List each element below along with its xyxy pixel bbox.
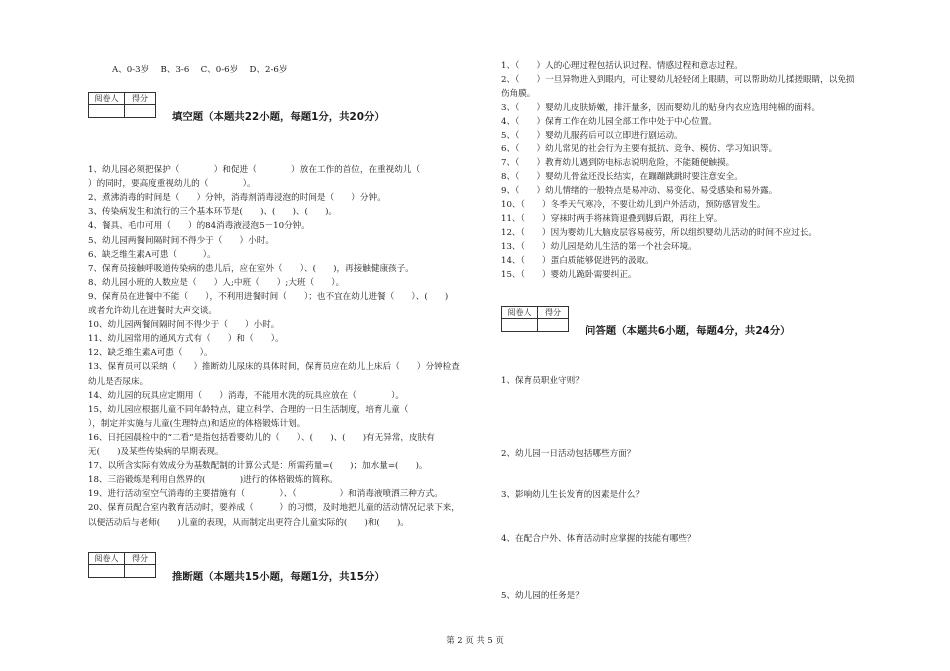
question-line: ）的同时，要高度重视幼儿的（ ）。	[88, 179, 256, 190]
question-line: 1、保育员职业守则？	[501, 376, 584, 386]
question-line: 18、三浴锻炼是利用自然界的( )进行的体格锻炼的简称。	[88, 475, 338, 486]
reviewer-label: 阅卷人	[89, 553, 125, 565]
question-line: 2、煮沸消毒的时间是（ ）分钟，消毒剂消毒浸泡的时间是（ ）分钟。	[88, 193, 386, 204]
question-line: 20、保育员配合室内教育活动时，要养成（ ）的习惯，及时地把儿童的活动情况记录下来，	[88, 503, 460, 514]
score-label: 得分	[125, 93, 155, 105]
reviewer-label: 阅卷人	[89, 93, 125, 105]
question-line: 15、幼儿园应根据儿童不同年龄特点，建立科学、合理的一日生活制度，培育儿童（	[88, 404, 409, 415]
question-line: 15、（ ）婴幼儿跪卧需要纠正。	[501, 269, 637, 280]
question-line: 5、幼儿园两餐间隔时间不得少于（ ）小时。	[88, 235, 274, 246]
reviewer-cell	[89, 105, 125, 117]
reviewer-cell	[502, 319, 538, 331]
score-cell	[125, 105, 155, 117]
question-line: 13、（ ）幼儿园是幼儿生活的第一个社会环境。	[501, 241, 697, 252]
question-line: 9、保育员在进餐中不能（ ），不利用进餐时间（ ）；也不宜在幼儿进餐（ ）、( )	[88, 291, 449, 302]
question-line: 8、（ ）婴幼儿骨盆还没长结实，在蹦蹦跳跳时要注意安全。	[501, 172, 743, 183]
question-line: 19、进行活动室空气消毒的主要措施有（ ）、（ ）和消毒液喷洒三种方式。	[88, 489, 443, 500]
reviewer-cell	[89, 565, 125, 577]
score-cell	[538, 319, 568, 331]
question-line: 6、（ ）幼儿常见的社会行为主要有抵抗、竞争、模仿、学习知识等。	[501, 144, 778, 155]
reviewer-label: 阅卷人	[502, 307, 538, 319]
question-line: 1、幼儿园必须把保护（ ）和促进（ ）放在工作的首位，在重视幼儿（	[88, 165, 421, 175]
question-line: 5、（ ）婴幼儿服药后可以立即进行剧运动。	[501, 130, 683, 141]
question-line: 4、（ ）保育工作在幼儿园全部工作中处于中心位置。	[501, 116, 718, 127]
question-line: 9、（ ）幼儿情绪的一般特点是易冲动、易变化、易受感染和易外露。	[501, 186, 778, 197]
judge-section-title: 推断题（本题共15小题，每题1分，共15分）	[172, 571, 385, 583]
question-line: 13、保育员可以采纳（ ）推断幼儿尿床的具体时间，保育员应在幼儿上床后（ ）分钟检查	[88, 362, 460, 373]
score-cell	[125, 565, 155, 577]
score-label: 得分	[125, 553, 155, 565]
question-line: 伤角膜。	[501, 88, 536, 99]
question-line: 14、幼儿园的玩具应定期用（ ）消毒，不能用水洗的玩具应放在（ ）。	[88, 390, 405, 401]
question-line: 或者允许幼儿在进餐时大声交谈。	[88, 306, 217, 316]
question-line: 12、缺乏维生素A可患（ ）。	[88, 348, 213, 359]
question-line: 幼儿是否尿床。	[88, 376, 149, 387]
qa-section-title: 问答题（本题共6小题，每题4分，共24分）	[585, 325, 791, 337]
question-line: 11、（ ）穿袜时两手将袜筒退叠到脚后跟，再往上穿。	[501, 213, 723, 224]
question-line: 8、幼儿园小班的人数应是（ ）人;中班（ ）;大班（ ）。	[88, 277, 345, 288]
question-line: 10、（ ）冬季天气寒冷，不要让幼儿到户外活动，预防感冒发生。	[501, 200, 766, 210]
question-line: 14、（ ）蛋白质能够促进钙的汲取。	[501, 255, 654, 266]
fill-section-title: 填空题（本题共22小题，每题1分，共20分）	[172, 111, 385, 123]
question-line: 10、幼儿园两餐间隔时间不得少于（ ）小时。	[88, 320, 280, 331]
options-line: A、0-3岁 B、3-6 C、0-6岁 D、2-6岁	[112, 65, 288, 75]
question-line: 无( )及某些传染病的早期表现。	[88, 447, 224, 457]
question-line: 11、幼儿园常用的通风方式有（ ）和（ ）。	[88, 334, 284, 345]
question-line: 6、缺乏维生素A可患（ ）。	[88, 249, 216, 260]
question-line: 4、餐具、毛巾可用（ ）的84消毒液浸泡5－10分钟。	[88, 221, 310, 232]
score-box-fill	[88, 92, 156, 118]
question-line: 2、幼儿园一日活动包括哪些方面？	[501, 449, 636, 459]
question-line: 12、（ ）因为婴幼儿大脑皮层容易疲劳，所以组织婴幼儿活动的时间不应过长。	[501, 227, 818, 238]
question-line: 3、（ ）婴幼儿皮肤娇嫩，排汗量多，因而婴幼儿的贴身内衣应选用纯棉的面料。	[501, 102, 821, 113]
page-footer: 第 2 页 共 5 页	[446, 635, 504, 645]
score-box-qa	[501, 306, 569, 332]
score-box-judge	[88, 552, 156, 578]
question-line: 7、（ ）教育幼儿遇到防电标志说明危险，不能随便触摸。	[501, 158, 735, 169]
question-line: 3、影响幼儿生长发育的因素是什么？	[501, 490, 644, 500]
score-label: 得分	[538, 307, 568, 319]
question-line: 4、在配合户外、体育活动时应掌握的技能有哪些？	[501, 534, 696, 544]
question-line: 17、以所含实际有效成分为基数配制的计算公式是：所需药量=( )；加水量=( )。	[88, 461, 428, 472]
question-line: 16、日托园晨检中的“二看”是指包括看婴幼儿的（ ）、( )、( )有无异常，皮肤有	[88, 432, 435, 443]
question-line: 5、幼儿园的任务是？	[501, 591, 584, 601]
question-line: 2、（ ）一旦异物进入到眼内，可让婴幼儿轻轻闭上眼睛，可以帮助幼儿揉搓眼睛，以免损	[501, 74, 855, 85]
question-line: 3、传染病发生和流行的三个基本环节是( )、( )、( )。	[88, 207, 338, 218]
question-line: 以便活动后与老师( )儿童的表现，从而制定出更符合儿童实际的( )和( )。	[88, 517, 409, 528]
question-line: ），制定并实施与儿童(生理特点)和适应的体格锻炼计划。	[88, 418, 306, 429]
question-line: 7、保育员接触呼吸道传染病的患儿后，应在室外（ ）、( )，再接触健康孩子。	[88, 263, 414, 274]
question-line: 1、（ ）人的心理过程包括认识过程、情感过程和意志过程。	[501, 61, 743, 71]
